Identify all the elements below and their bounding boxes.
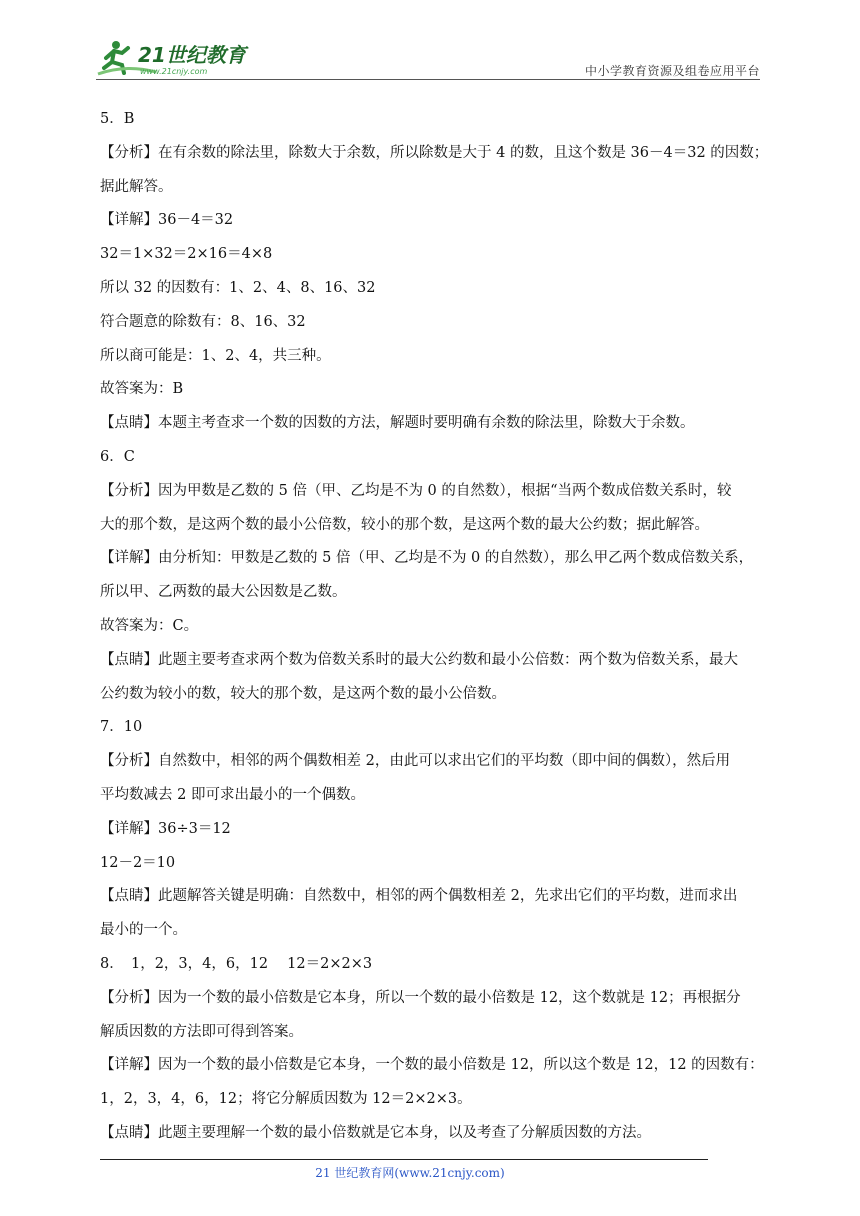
page-footer <box>0 1164 860 1181</box>
text-line: 【分析】因为甲数是乙数的 5 倍（甲、乙均是不为 0 的自然数），根据“当两个数成倍数关系时，较 <box>100 482 732 499</box>
text-line: 最小的一个。 <box>100 922 187 939</box>
text-line: 【详解】36÷3＝12 <box>100 820 231 837</box>
page-header <box>96 38 760 80</box>
site-logo <box>96 38 266 78</box>
text-line: 【分析】因为一个数的最小倍数是它本身，所以一个数的最小倍数是 12，这个数就是 12；再根据分 <box>100 989 741 1006</box>
text-line: 大的那个数，是这两个数的最小公倍数，较小的那个数，是这两个数的最大公约数；据此解答。 <box>100 516 709 533</box>
text-line: 故答案为：C。 <box>100 617 199 634</box>
text-line: 6．C <box>100 448 135 465</box>
runner-logo-icon <box>96 38 266 78</box>
text-line: 【点睛】此题主要理解一个数的最小倍数就是它本身，以及考查了分解质因数的方法。 <box>100 1124 651 1141</box>
document-body <box>100 103 769 1151</box>
text-line: 故答案为：B <box>100 381 184 398</box>
text-line: 所以甲、乙两数的最大公因数是乙数。 <box>100 584 347 601</box>
text-line: 符合题意的除数有：8、16、32 <box>100 313 306 330</box>
text-line: 【点睛】本题主考查求一个数的因数的方法，解题时要明确有余数的除法里，除数大于余数。 <box>100 415 695 432</box>
text-line: 【点睛】此题主要考查求两个数为倍数关系时的最大公约数和最小公倍数：两个数为倍数关系，最大 <box>100 651 738 668</box>
header-divider <box>96 79 760 80</box>
text-line: 公约数为较小的数，较大的那个数，是这两个数的最小公倍数。 <box>100 685 506 702</box>
text-line: 据此解答。 <box>100 178 173 195</box>
text-line: 【详解】因为一个数的最小倍数是它本身，一个数的最小倍数是 12，所以这个数是 12，12 的因数有： <box>100 1057 764 1074</box>
footer-link[interactable]: 21 世纪教育网(www.21cnjy.com) <box>315 1166 505 1180</box>
text-line: 【点睛】此题解答关键是明确：自然数中，相邻的两个偶数相差 2，先求出它们的平均数，进而求出 <box>100 888 738 905</box>
svg-text:21世纪教育: 21世纪教育 <box>138 43 246 67</box>
footer-divider <box>100 1159 708 1160</box>
text-line: 1，2，3，4，6，12；将它分解质因数为 12＝2×2×3。 <box>100 1091 472 1108</box>
svg-text:www.21cnjy.com: www.21cnjy.com <box>140 67 208 76</box>
text-line: 平均数减去 2 即可求出最小的一个偶数。 <box>100 786 365 803</box>
text-line: 【详解】36－4＝32 <box>100 212 234 229</box>
text-line: 【详解】由分析知：甲数是乙数的 5 倍（甲、乙均是不为 0 的自然数），那么甲乙两个数成倍数关系， <box>100 550 754 567</box>
text-line: 8． 1，2，3，4，6，12 12＝2×2×3 <box>100 955 373 972</box>
text-line: 所以商可能是：1、2、4，共三种。 <box>100 347 331 364</box>
text-line: 所以 32 的因数有：1、2、4、8、16、32 <box>100 279 376 296</box>
text-line: 【分析】在有余数的除法里，除数大于余数，所以除数是大于 4 的数，且这个数是 36－4＝32 的因数； <box>100 144 769 161</box>
text-line: 7．10 <box>100 719 143 736</box>
text-line: 12－2＝10 <box>100 854 176 871</box>
text-line: 5．B <box>100 111 135 127</box>
platform-name: 中小学教育资源及组卷应用平台 <box>584 64 760 78</box>
text-line: 32＝1×32＝2×16＝4×8 <box>100 246 273 263</box>
text-line: 【分析】自然数中，相邻的两个偶数相差 2，由此可以求出它们的平均数（即中间的偶数），然后用 <box>100 753 731 770</box>
text-line: 解质因数的方法即可得到答案。 <box>100 1023 303 1040</box>
